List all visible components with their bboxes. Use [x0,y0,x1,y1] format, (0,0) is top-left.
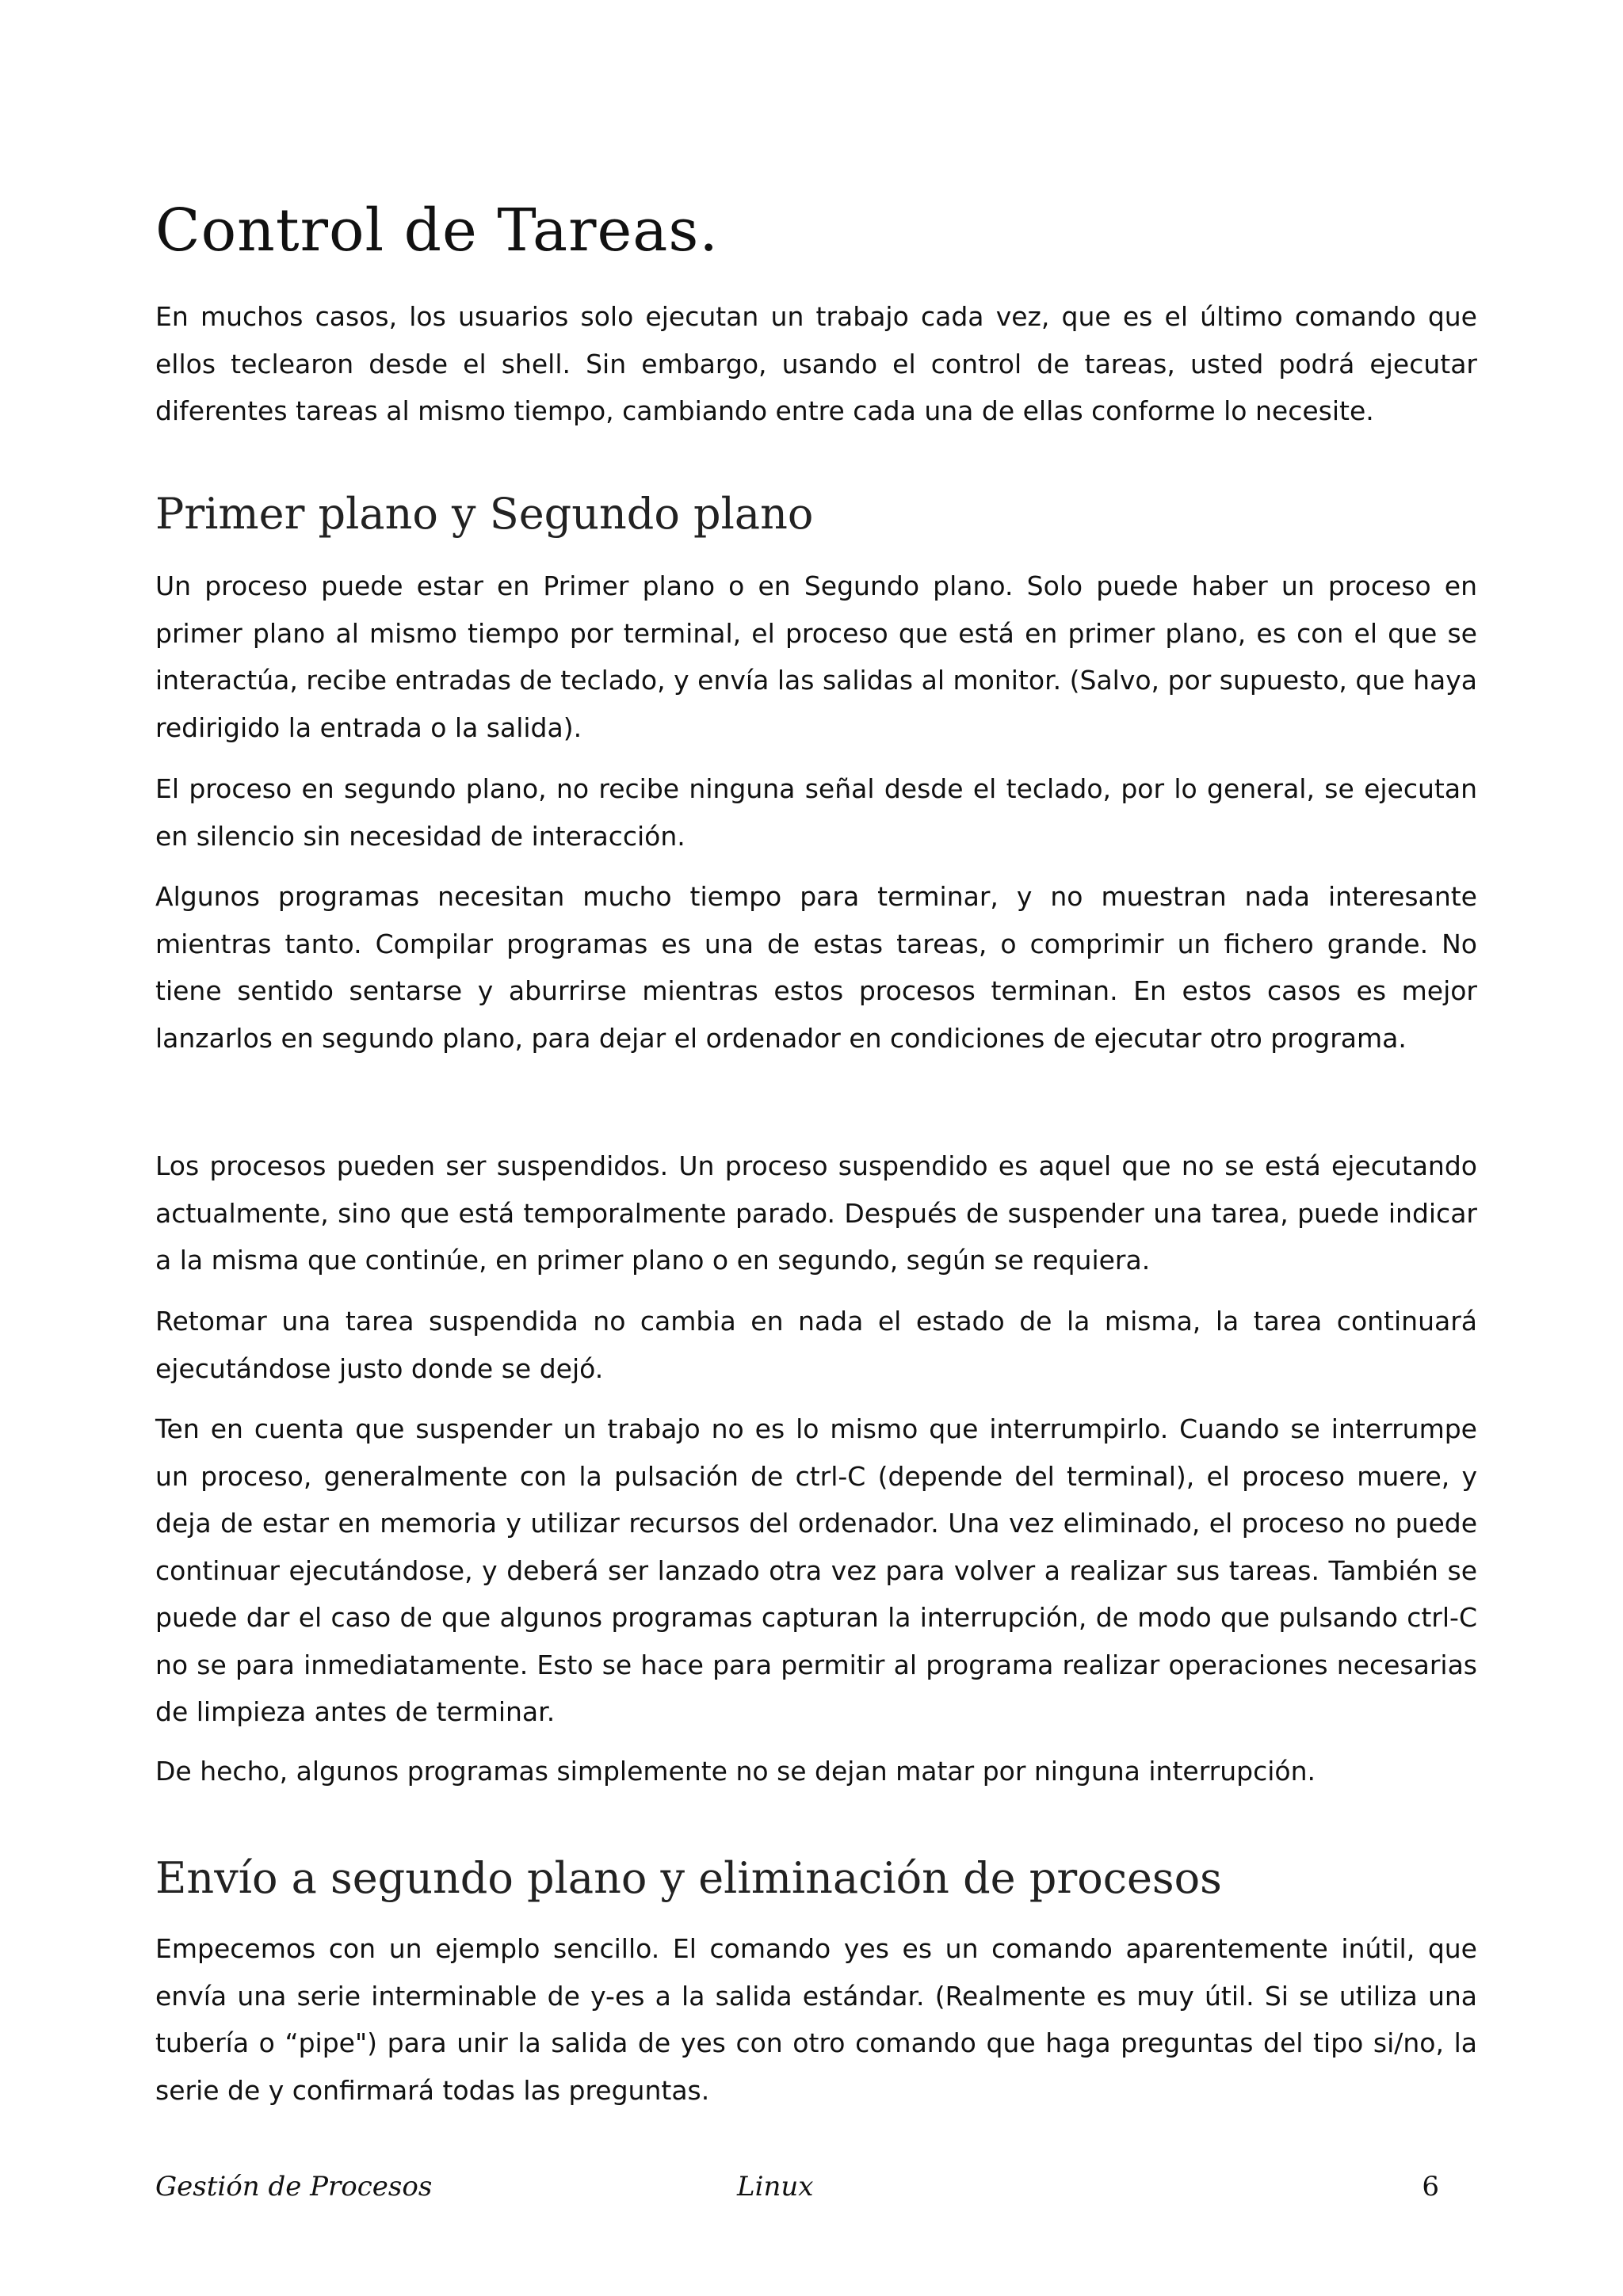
page-title: Control de Tareas. [155,196,719,265]
paragraph-segundo-plano: El proceso en segundo plano, no recibe ninguna señal desde el teclado, por lo general, se ejecutan en silencio sin necesidad de interacción. [155,773,1477,852]
footer-subject: Linux [737,2171,814,2203]
page-footer [155,2171,1439,2218]
paragraph-no-matar: De hecho, algunos programas simplemente no se dejan matar por ninguna interrupción. [155,1756,1316,1787]
intro-paragraph: En muchos casos, los usuarios solo ejecutan un trabajo cada vez, que es el último comando que ellos teclearon desde el shell. Sin embargo, usando el control de tareas, usted podrá ejecutar diferentes tareas al mismo tiempo, cambiando entre cada una de ellas conforme lo necesite. [155,301,1477,426]
footer-page-number: 6 [1422,2171,1439,2203]
footer-document-title: Gestión de Procesos [155,2171,433,2203]
paragraph-primer-plano: Un proceso puede estar en Primer plano o en Segundo plano. Solo puede haber un proceso en primer plano al mismo tiempo por terminal, el proceso que está en primer plano, es con el que se interactúa, recibe entradas de teclado, y envía las salidas al monitor. (Salvo, por supuesto, que haya redirigido la entrada o la salida). [155,570,1477,743]
paragraph-retomar: Retomar una tarea suspendida no cambia en nada el estado de la misma, la tarea continuará ejecutándose justo donde se dejó. [155,1306,1477,1384]
paragraph-ejemplo-yes: Empecemos con un ejemplo sencillo. El comando yes es un comando aparentemente inútil, que envía una serie interminable de y-es a la salida estándar. (Realmente es muy útil. Si se utiliza una tubería o “pipe") para unir la salida de yes con otro comando que haga preguntas del tipo si/no, la serie de y confirmará todas las preguntas. [155,1933,1477,2106]
section-heading-primer-plano: Primer plano y Segundo plano [155,489,814,539]
paragraph-interrumpir: Ten en cuenta que suspender un trabajo no es lo mismo que interrumpirlo. Cuando se interrumpe un proceso, generalmente con la pulsación de ctrl-C (depende del terminal), el proceso muere, y deja de estar en memoria y utilizar recursos del ordenador. Una vez eliminado, el proceso no puede continuar ejecutándose, y deberá ser lanzado otra vez para volver a realizar sus tareas. También se puede dar el caso de que algunos programas capturan la interrupción, de modo que pulsando ctrl-C no se para inmediatamente. Esto se hace para permitir al programa realizar operaciones necesarias de limpieza antes de terminar. [155,1413,1477,1727]
paragraph-suspendidos: Los procesos pueden ser suspendidos. Un proceso suspendido es aquel que no se está ejecutando actualmente, sino que está temporalmente parado. Después de suspender una tarea, puede indicar a la misma que continúe, en primer plano o en segundo, según se requiera. [155,1150,1477,1276]
section-heading-envio-segundo-plano: Envío a segundo plano y eliminación de procesos [155,1853,1222,1903]
paragraph-programas-largos: Algunos programas necesitan mucho tiempo para terminar, y no muestran nada interesante mientras tanto. Compilar programas es una de estas tareas, o comprimir un fichero grande. No tiene sentido sentarse y aburrirse mientras estos procesos terminan. En estos casos es mejor lanzarlos en segundo plano, para dejar el ordenador en condiciones de ejecutar otro programa. [155,881,1477,1054]
